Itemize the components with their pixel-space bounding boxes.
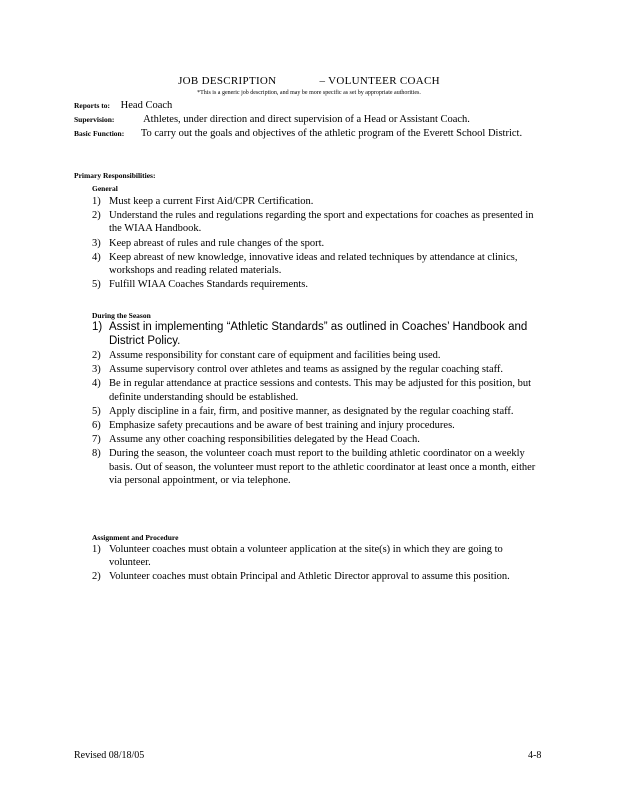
list-item-text: Assume responsibility for constant care of equipment and facilities being used.: [109, 350, 441, 361]
list-number: 4): [92, 378, 101, 390]
list-item-text: Volunteer coaches must obtain a volunteer application at the site(s) in which they are going to volunteer.: [109, 544, 503, 569]
title-left: JOB DESCRIPTION: [178, 75, 277, 87]
supervision-row: [74, 113, 544, 126]
list-item: [92, 377, 547, 403]
list-number: 3): [92, 237, 101, 249]
list-number: 3): [92, 364, 101, 376]
list-item-text: Understand the rules and regulations regarding the sport and expectations for coaches as presented in the WIAA Handbook.: [109, 210, 534, 235]
general-list: [92, 195, 547, 292]
list-number: 2): [92, 350, 101, 361]
list-item: [92, 320, 547, 348]
reports-label: Reports to:: [74, 101, 111, 110]
basic-function-label: Basic Function:: [74, 129, 125, 138]
list-item-text: Must keep a current First Aid/CPR Certification.: [109, 196, 314, 207]
assignment-heading: Assignment and Procedure: [92, 533, 179, 542]
list-item-text: Be in regular attendance at practice sessions and contests. This may be adjusted for this position, but definite understanding should be established.: [109, 378, 532, 403]
list-number: 1): [92, 544, 101, 555]
primary-heading: Primary Responsibilities:: [74, 171, 156, 180]
season-list: [92, 320, 547, 488]
list-item: [92, 363, 547, 376]
list-number: 5): [92, 279, 101, 291]
list-number: 8): [92, 448, 101, 460]
page-number: 4-8: [528, 750, 542, 761]
list-number: 1): [92, 321, 103, 333]
revised-date: Revised 08/18/05: [74, 750, 145, 761]
list-item: [92, 251, 547, 277]
list-item: [92, 543, 547, 569]
list-item-text: Fulfill WIAA Coaches Standards requirements.: [109, 279, 308, 291]
list-item-text: Volunteer coaches must obtain Principal and Athletic Director approval to assume this position.: [109, 571, 510, 583]
basic-function-row: [74, 127, 544, 140]
list-number: 2): [92, 571, 101, 583]
list-item: [92, 278, 547, 291]
page-title: [0, 75, 618, 87]
list-item: [92, 419, 547, 432]
list-item: [92, 195, 547, 208]
list-number: 5): [92, 405, 101, 417]
list-item-text: Keep abreast of new knowledge, innovative ideas and related techniques by attendance at clinics, workshops and reading related materials.: [109, 251, 518, 277]
supervision-value: Athletes, under direction and direct supervision of a Head or Assistant Coach.: [143, 114, 470, 125]
season-heading: During the Season: [92, 311, 151, 320]
title-right: – VOLUNTEER COACH: [319, 75, 440, 87]
list-number: 1): [92, 196, 101, 207]
list-item-text: Assume any other coaching responsibilities delegated by the Head Coach.: [109, 434, 420, 446]
list-item-text: Emphasize safety precautions and be aware of best training and injury procedures.: [109, 420, 455, 432]
list-item: [92, 447, 547, 487]
list-item-text: During the season, the volunteer coach must report to the building athletic coordinator on a weekly basis. Out of season, the volunteer must report to the athletic coordinator at least once a month, either via personal appointment, or via telephone.: [109, 448, 536, 486]
basic-function-value: To carry out the goals and objectives of the athletic program of the Everett School District.: [140, 128, 523, 139]
list-number: 4): [92, 251, 101, 263]
list-item-text: Keep abreast of rules and rule changes of the sport.: [109, 237, 325, 249]
list-item: [92, 209, 547, 235]
list-item: [92, 570, 547, 583]
list-number: 2): [92, 210, 101, 222]
supervision-label: Supervision:: [74, 115, 115, 124]
list-item-text: Assume supervisory control over athletes and teams as assigned by the regular coaching staff.: [109, 364, 504, 376]
list-item: [92, 433, 547, 446]
list-item-text: Assist in implementing “Athletic Standards” as outlined in Coaches’ Handbook and District Policy.: [109, 321, 528, 347]
generic-note: *This is a generic job description, and may be more specific as set by appropriate authorities.: [197, 90, 421, 96]
list-item: [92, 237, 547, 250]
list-item: [92, 405, 547, 418]
list-number: 7): [92, 434, 101, 446]
list-item-text: Apply discipline in a fair, firm, and positive manner, as designated by the regular coaching staff.: [109, 405, 514, 417]
reports-value: Head Coach: [120, 100, 173, 111]
list-number: 6): [92, 420, 101, 432]
assignment-list: [92, 543, 547, 585]
general-heading: General: [92, 184, 118, 193]
list-item: [92, 349, 547, 362]
reports-row: [74, 99, 544, 112]
